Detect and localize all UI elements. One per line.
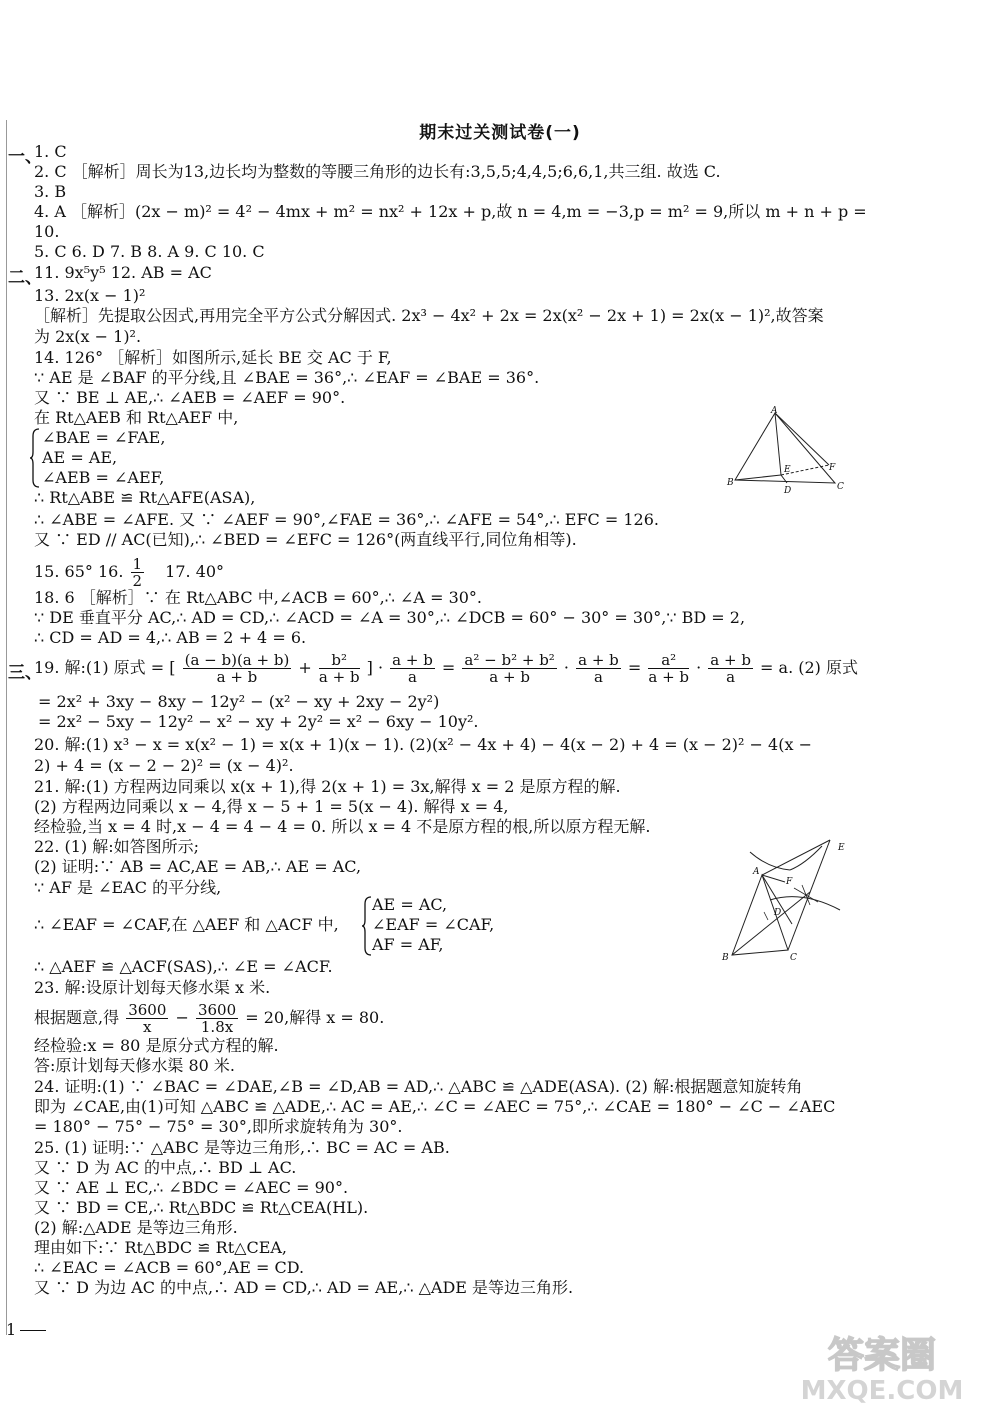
label-A: A bbox=[771, 406, 778, 416]
triangle-figure-q14 bbox=[725, 405, 850, 495]
denominator: a + b bbox=[318, 668, 360, 686]
label-D: D bbox=[784, 486, 792, 495]
answer-line bbox=[34, 1002, 384, 1035]
fraction bbox=[576, 652, 621, 685]
answer-line: 又 ∵ BD = CE,∴ Rt△BDC ≌ Rt△CEA(HL). bbox=[34, 1198, 369, 1217]
answer-line: 3. B bbox=[34, 182, 67, 201]
fraction bbox=[126, 1002, 168, 1035]
answer-line: ∴ △AEF ≌ △ACF(SAS),∴ ∠E = ∠ACF. bbox=[34, 957, 333, 976]
answer-line: 为 2x(x − 1)². bbox=[34, 327, 142, 346]
answer-text: + bbox=[298, 658, 312, 677]
answer-line: 22. (1) 解:如答图所示; bbox=[34, 837, 200, 856]
answer-line: = 180° − 75° − 75° = 30°,即所求旋转角为 30°. bbox=[34, 1117, 403, 1136]
label-B: B bbox=[722, 953, 729, 963]
section-mark-3: 三、 bbox=[8, 663, 42, 683]
brace bbox=[30, 428, 40, 488]
denominator: a + b bbox=[648, 668, 690, 686]
answer-line: ∴ CD = AD = 4,∴ AB = 2 + 4 = 6. bbox=[34, 628, 307, 647]
denominator: 1.8x bbox=[200, 1018, 234, 1036]
answer-line: ∠AEB = ∠AEF, bbox=[42, 468, 165, 487]
answer-line: (2) 方程两边同乘以 x − 4,得 x − 5 + 1 = 5(x − 4). 解得 x = 4, bbox=[34, 797, 509, 816]
label-D: D bbox=[774, 908, 782, 918]
numerator: 1 bbox=[132, 555, 143, 573]
answer-line: 即为 ∠CAE,由(1)可知 △ABC ≌ △ADE,∴ AC = AE,∴ ∠C = ∠AEC = 75°,∴ ∠CAE = 180° − ∠C − ∠AEC bbox=[34, 1097, 836, 1116]
fraction bbox=[708, 652, 753, 685]
numerator: (a − b)(a + b) bbox=[184, 651, 290, 669]
answer-line: ∵ AF 是 ∠EAC 的平分线, bbox=[34, 878, 222, 897]
answer-line: 10. bbox=[34, 222, 60, 241]
answer-line: ∠BAE = ∠FAE, bbox=[42, 428, 166, 447]
answer-text: 19. 解:(1) 原式 = [ bbox=[34, 658, 176, 677]
answer-line: AE = AC, bbox=[372, 895, 448, 914]
denominator: a bbox=[408, 668, 417, 686]
answer-line: AE = AE, bbox=[42, 448, 118, 467]
answer-text: 根据题意,得 bbox=[34, 1008, 120, 1027]
answer-text: 17. 40° bbox=[165, 562, 225, 581]
answer-line: 23. 解:设原计划每天修水渠 x 米. bbox=[34, 978, 271, 997]
answer-line: 20. 解:(1) x³ − x = x(x² − 1) = x(x + 1)(x − 1). (2)(x² − 4x + 4) − 4(x − 2) + 4 = (x − 2)² − 4(x − bbox=[34, 735, 812, 754]
answer-text: = a. (2) 原式 bbox=[760, 658, 859, 677]
answer-line: 在 Rt△AEB 和 Rt△AEF 中, bbox=[34, 408, 239, 427]
answer-line: ∴ ∠EAC = ∠ACB = 60°,AE = CD. bbox=[34, 1258, 305, 1277]
answer-text: · bbox=[696, 658, 702, 677]
fraction bbox=[196, 1002, 238, 1035]
answer-line: AF = AF, bbox=[372, 935, 444, 954]
answer-line: 19. 解:(1) 原式 = [ $\frac{(a - b)(a + b)}{a + b}$ + $\frac{\text{b²}}{a + b}$ ] · $\frac{a + b}{a}$ = $\frac{\text{a² − b² + b²}}{a + b}$ · $\frac{a + b}{a}$ = $\frac{\text{a²}}{a + b}$ · $\frac{a + b}{a}$ = a. (2) 原式 bbox=[34, 651, 859, 686]
label-E: E bbox=[784, 465, 791, 475]
fraction bbox=[131, 556, 145, 589]
answer-line: 1. C bbox=[34, 142, 67, 161]
fraction bbox=[183, 652, 292, 685]
numerator: a + b bbox=[392, 651, 433, 669]
answer-line: 24. 证明:(1) ∵ ∠BAC = ∠DAE,∠B = ∠D,AB = AD,∴ △ABC ≌ △ADE(ASA). (2) 解:根据题意知旋转角 bbox=[34, 1077, 803, 1096]
answer-line: ［解析］先提取公因式,再用完全平方公式分解因式. 2x³ − 4x² + 2x = 2x(x² − 2x + 1) = 2x(x − 1)²,故答案 bbox=[34, 306, 824, 325]
answer-line: 13. 2x(x − 1)² bbox=[34, 286, 146, 305]
numerator: a + b bbox=[578, 651, 619, 669]
section-mark-1: 一、 bbox=[8, 147, 42, 167]
label-B: B bbox=[727, 478, 734, 488]
fraction bbox=[390, 652, 435, 685]
denominator: x bbox=[143, 1018, 152, 1036]
answer-line: 21. 解:(1) 方程两边同乘以 x(x + 1),得 2(x + 1) = 3x,解得 x = 2 是原方程的解. bbox=[34, 777, 621, 796]
page-number-text: 1 bbox=[6, 1320, 17, 1339]
answer-line: 14. 126° ［解析］如图所示,延长 BE 交 AC 于 F, bbox=[34, 348, 392, 367]
label-F: F bbox=[786, 877, 793, 887]
denominator: a bbox=[726, 668, 736, 686]
brace bbox=[362, 896, 372, 956]
section-mark-2: 二、 bbox=[8, 268, 42, 288]
answer-line: = 2x² + 3xy − 8xy − 12y² − (x² − xy + 2xy − 2y²) bbox=[38, 692, 440, 711]
label-E: E bbox=[838, 843, 845, 853]
answer-line: 又 ∵ D 为边 AC 的中点,∴ AD = CD,∴ AD = AE,∴ △ADE 是等边三角形. bbox=[34, 1278, 574, 1297]
page-number bbox=[6, 1320, 46, 1339]
numerator: a + b bbox=[710, 651, 751, 669]
answer-line: 11. 9x⁵y⁵ 12. AB = AC bbox=[34, 263, 212, 282]
answer-line: ∵ AE 是 ∠BAF 的平分线,且 ∠BAE = 36°,∴ ∠EAF = ∠BAE = 36°. bbox=[34, 368, 540, 387]
denominator: 2 bbox=[132, 572, 143, 590]
answer-line: 又 ∵ D 为 AC 的中点,∴ BD ⊥ AC. bbox=[34, 1158, 297, 1177]
answer-text: ] · bbox=[366, 658, 384, 677]
answer-line bbox=[34, 556, 224, 589]
triangle-figure-q22 bbox=[720, 830, 855, 965]
answer-line: 又 ∵ BE ⊥ AE,∴ ∠AEB = ∠AEF = 90°. bbox=[34, 388, 346, 407]
answer-line: (2) 证明:∵ AB = AC,AE = AB,∴ AE = AC, bbox=[34, 857, 362, 876]
numerator: 3600 bbox=[128, 1001, 167, 1019]
watermark-url: MXQE.COM bbox=[800, 1376, 964, 1405]
numerator: 3600 bbox=[197, 1001, 237, 1019]
answer-line: (2) 解:△ADE 是等边三角形. bbox=[34, 1218, 238, 1237]
numerator: a² bbox=[648, 652, 689, 669]
left-margin-rule bbox=[6, 120, 7, 1335]
answer-line: 2. C ［解析］周长为13,边长均为整数的等腰三角形的边长有:3,5,5;4,4,5;6,6,1,共三组. 故选 C. bbox=[34, 162, 721, 181]
answer-line: 经检验:x = 80 是原分式方程的解. bbox=[34, 1036, 279, 1055]
numerator: a² − b² + b² bbox=[464, 651, 555, 669]
label-A: A bbox=[753, 867, 760, 877]
denominator: a bbox=[593, 668, 603, 686]
label-C: C bbox=[837, 482, 844, 492]
answer-line: 25. (1) 证明:∵ △ABC 是等边三角形,∴ BC = AC = AB. bbox=[34, 1138, 450, 1157]
answer-line: 理由如下:∵ Rt△BDC ≌ Rt△CEA, bbox=[34, 1238, 288, 1257]
watermark-logo bbox=[782, 1325, 982, 1405]
answer-line: ∴ ∠EAF = ∠CAF,在 △AEF 和 △ACF 中, bbox=[34, 915, 339, 934]
answer-line: ∵ DE 垂直平分 AC,∴ AD = CD,∴ ∠ACD = ∠A = 30°,∴ ∠DCB = 60° − 30° = 30°,∵ BD = 2, bbox=[34, 608, 746, 627]
answer-line: ∴ Rt△ABE ≌ Rt△AFE(ASA), bbox=[34, 488, 256, 507]
answer-text: = 20,解得 x = 80. bbox=[245, 1008, 385, 1027]
watermark-text: 答案圈 bbox=[827, 1335, 937, 1376]
denominator: a + b bbox=[489, 668, 530, 686]
answer-line: 5. C 6. D 7. B 8. A 9. C 10. C bbox=[34, 242, 265, 261]
label-F: F bbox=[829, 463, 836, 473]
answer-line: 2) + 4 = (x − 2 − 2)² = (x − 4)². bbox=[34, 756, 294, 775]
answer-text: − bbox=[175, 1008, 189, 1027]
answer-line: = 2x² − 5xy − 12y² − x² − xy + 2y² = x² − 6xy − 10y². bbox=[38, 712, 479, 731]
label-C: C bbox=[790, 953, 797, 963]
page-number-dash bbox=[20, 1330, 46, 1331]
page-title: 期末过关测试卷(一) bbox=[419, 123, 581, 143]
answer-line: 又 ∵ AE ⊥ EC,∴ ∠BDC = ∠AEC = 90°. bbox=[34, 1178, 349, 1197]
answer-line: 答:原计划每天修水渠 80 米. bbox=[34, 1056, 236, 1075]
answer-line: 4. A ［解析］(2x − m)² = 4² − 4mx + m² = nx² + 12x + p,故 n = 4,m = −3,p = m² = 9,所以 m + n + p = bbox=[34, 202, 867, 221]
answer-text: 15. 65° 16. bbox=[34, 562, 124, 581]
answer-line: ∠EAF = ∠CAF, bbox=[372, 915, 495, 934]
fraction bbox=[648, 652, 689, 685]
answer-line: ∴ ∠ABE = ∠AFE. 又 ∵ ∠AEF = 90°,∠FAE = 36°,∴ ∠AFE = 54°,∴ EFC = 126. bbox=[34, 510, 659, 529]
answer-line: 18. 6 ［解析］∵ 在 Rt△ABC 中,∠ACB = 60°,∴ ∠A = 30°. bbox=[34, 588, 483, 607]
answer-line: 又 ∵ ED // AC(已知),∴ ∠BED = ∠EFC = 126°(两直线平行,同位角相等). bbox=[34, 530, 577, 549]
numerator: b² bbox=[319, 652, 360, 669]
denominator: a + b bbox=[216, 668, 258, 686]
answer-line: 经检验,当 x = 4 时,x − 4 = 4 − 4 = 0. 所以 x = 4 不是原方程的根,所以原方程无解. bbox=[34, 817, 651, 836]
fraction bbox=[319, 652, 360, 685]
fraction bbox=[462, 652, 556, 685]
answer-text: · bbox=[563, 658, 570, 677]
